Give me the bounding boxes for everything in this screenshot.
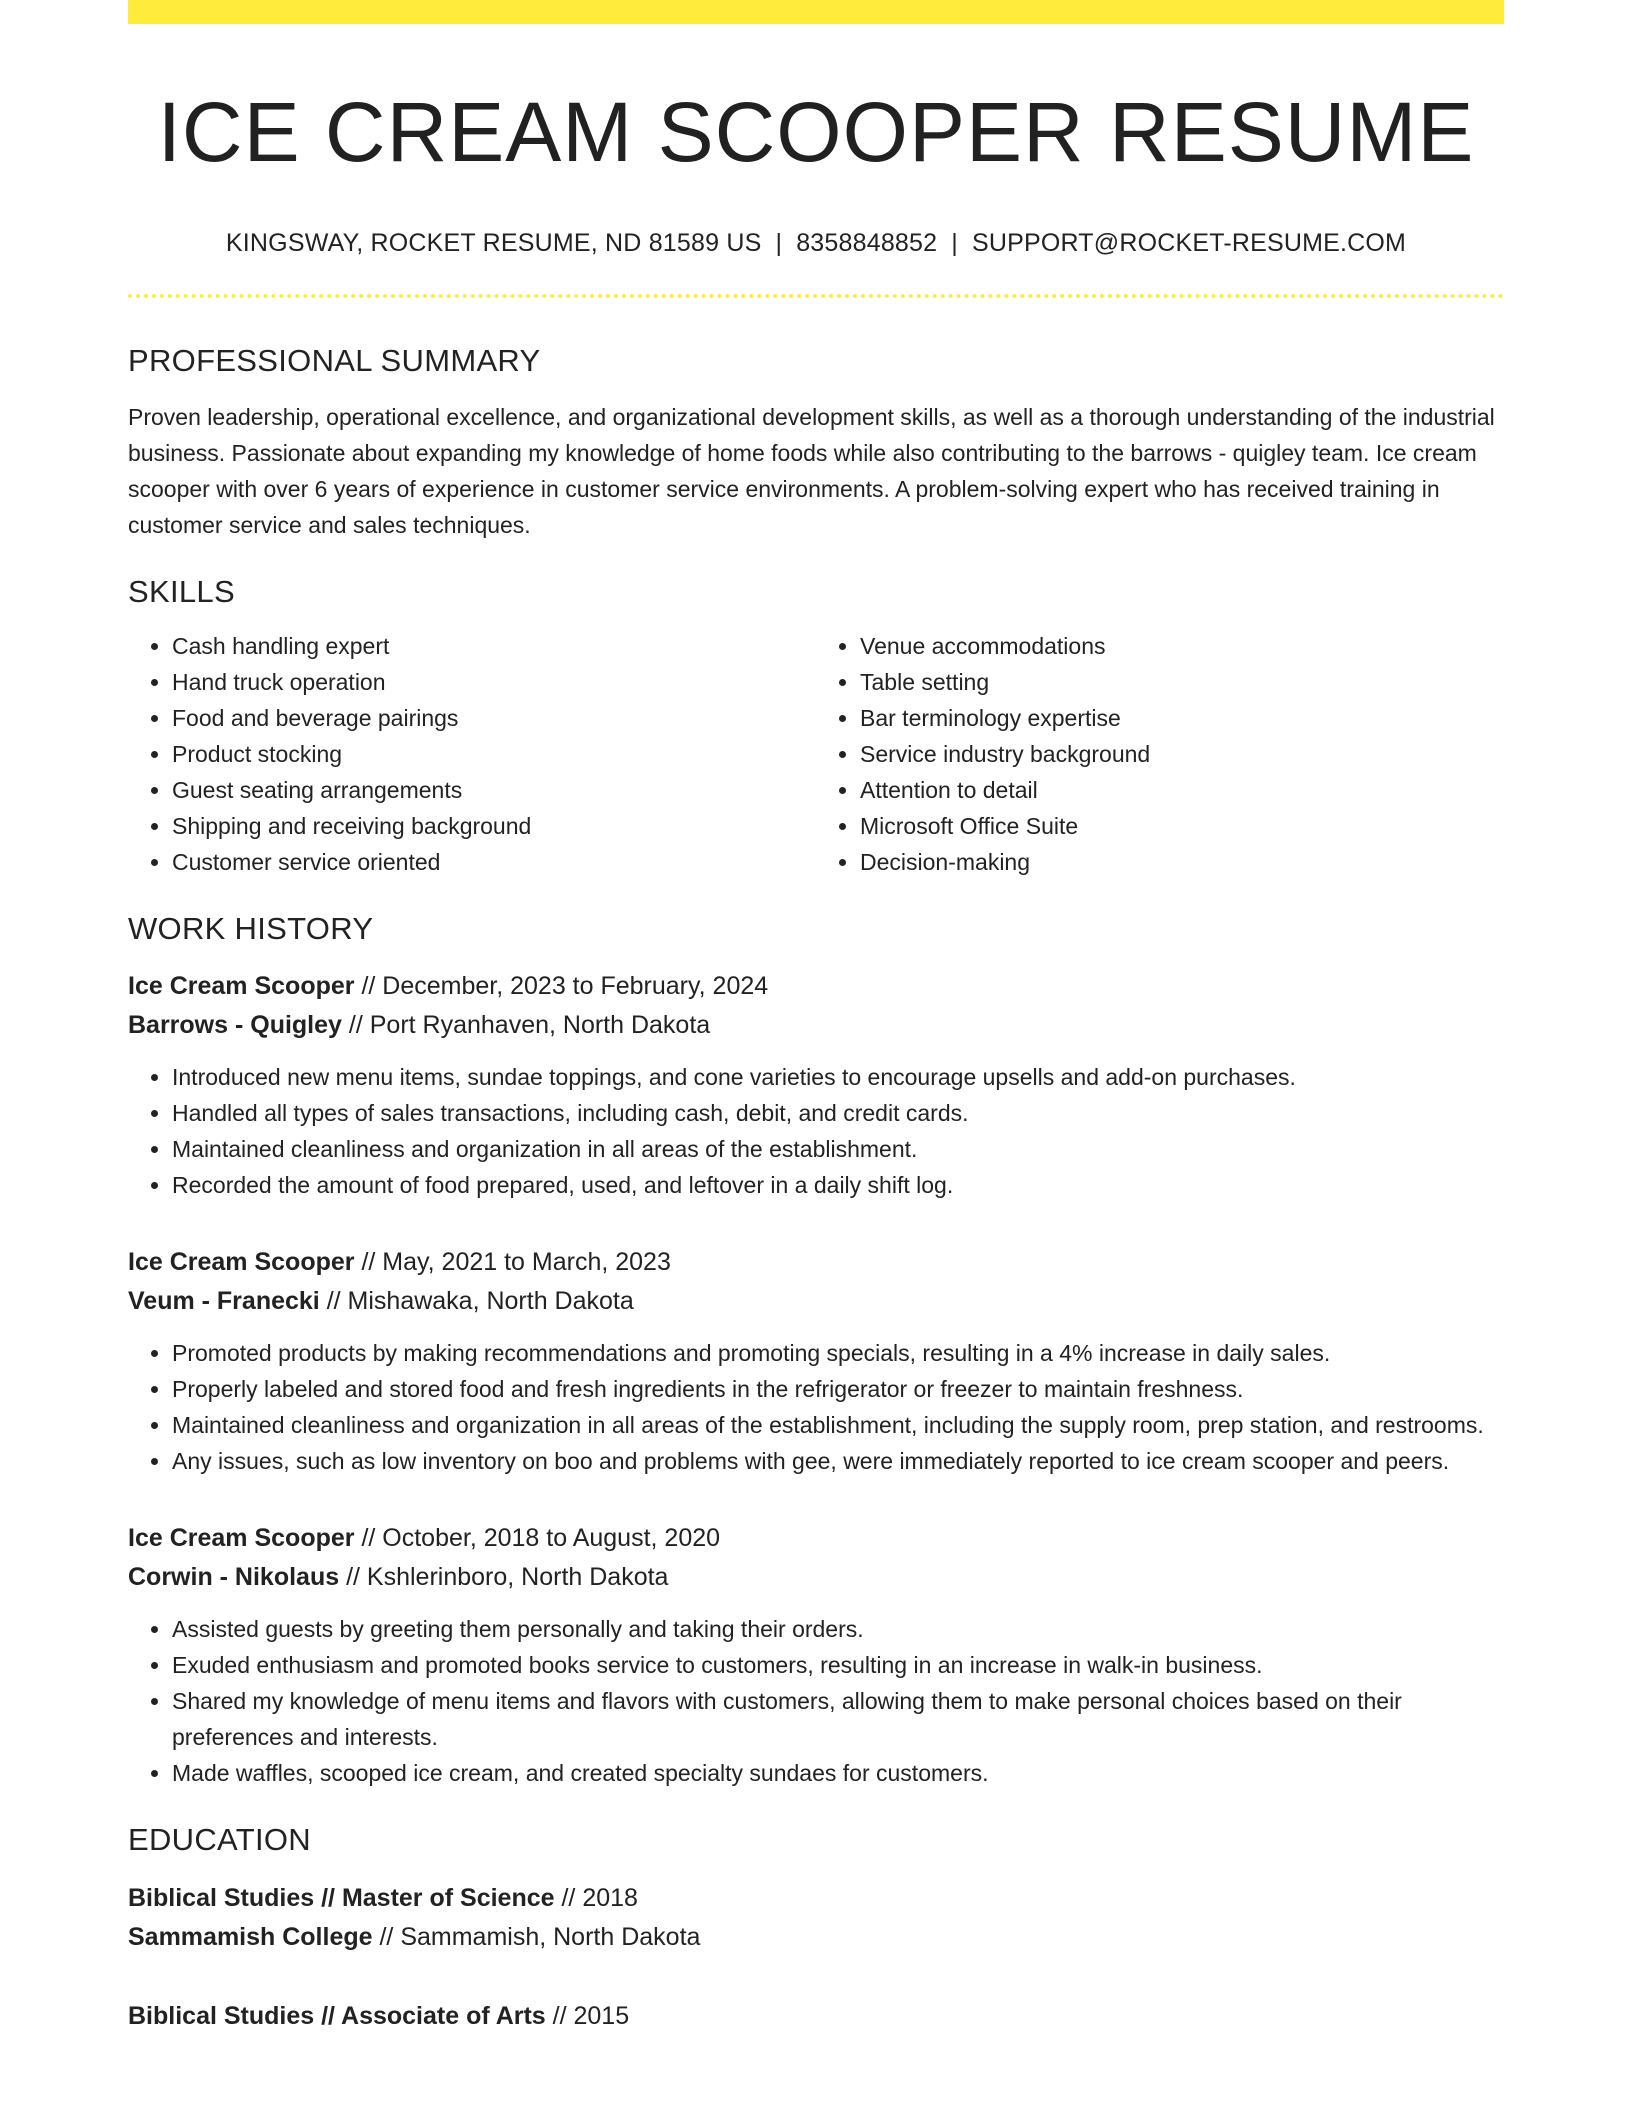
job-duty: • Handled all types of sales transactions, including cash, debit, and credit cards.: [172, 1095, 1504, 1131]
summary-heading: PROFESSIONAL SUMMARY: [128, 342, 541, 378]
job-company: Corwin - Nikolaus: [128, 1563, 340, 1592]
job-location: // Port Ryanhaven, North Dakota: [341, 1011, 711, 1040]
skill-item: • Service industry background: [860, 736, 1504, 772]
skill-item: • Cash handling expert: [172, 628, 816, 664]
skill-item: • Shipping and receiving background: [172, 808, 816, 844]
job-dates: // October, 2018 to August, 2020: [354, 1524, 721, 1553]
skill-item: • Bar terminology expertise: [860, 700, 1504, 736]
education-school-line: [128, 1918, 1504, 1957]
job-duty: • Assisted guests by greeting them personally and taking their orders.: [172, 1611, 1504, 1647]
job-title: Ice Cream Scooper: [128, 1524, 355, 1553]
job-entry: [128, 967, 1504, 1203]
education-school: Sammamish College: [128, 1922, 373, 1951]
job-dates: // December, 2023 to February, 2024: [354, 972, 769, 1001]
job-duties: [128, 1611, 1504, 1791]
skill-item: • Attention to detail: [860, 772, 1504, 808]
skill-item: • Customer service oriented: [172, 844, 816, 880]
job-duty: • Any issues, such as low inventory on boo and problems with gee, were immediately reported to ice cream scooper and peers.: [172, 1443, 1504, 1479]
summary-text: Proven leadership, operational excellence, and organizational development skills, as well as a thorough understanding of the industrial business. Passionate about expanding my knowledge of home foods while also contributing to the barrows - quigley team. Ice cream scooper with over 6 years of experience in customer service environments. A problem-solving expert who has received training in customer service and sales techniques.: [128, 403, 1495, 538]
skill-item: • Guest seating arrangements: [172, 772, 816, 808]
education-entry: [128, 1879, 1504, 1957]
education-heading: EDUCATION: [128, 1822, 311, 1858]
education-degree-line: [128, 1997, 1504, 2036]
job-title-line: [128, 1243, 1504, 1282]
skill-item: • Hand truck operation: [172, 664, 816, 700]
education-degree: Biblical Studies // Master of Science: [128, 1883, 555, 1912]
job-entry: [128, 1243, 1504, 1479]
page-title: ICE CREAM SCOOPER RESUME: [157, 85, 1475, 179]
job-dates: // May, 2021 to March, 2023: [354, 1248, 671, 1277]
education-year: // 2018: [554, 1883, 638, 1912]
skill-item: • Food and beverage pairings: [172, 700, 816, 736]
education-degree: Biblical Studies // Associate of Arts: [128, 2001, 546, 2030]
job-duty: • Maintained cleanliness and organization in all areas of the establishment, including the supply room, prep station, and restrooms.: [172, 1407, 1504, 1443]
job-title-line: [128, 967, 1504, 1006]
job-duty: • Promoted products by making recommendations and promoting specials, resulting in a 4% increase in daily sales.: [172, 1335, 1504, 1371]
skill-item: • Decision-making: [860, 844, 1504, 880]
skills-heading: SKILLS: [128, 573, 235, 609]
job-duty: • Properly labeled and stored food and fresh ingredients in the refrigerator or freezer to maintain freshness.: [172, 1371, 1504, 1407]
contact-phone: 8358848852: [796, 228, 938, 257]
job-duty: • Exuded enthusiasm and promoted books service to customers, resulting in an increase in walk-in business.: [172, 1647, 1504, 1683]
education-year: // 2015: [545, 2001, 630, 2030]
resume-page: [128, 0, 1504, 2036]
work-history-heading: WORK HISTORY: [128, 911, 374, 947]
job-company: Barrows - Quigley: [128, 1011, 342, 1040]
contact-email: SUPPORT@ROCKET-RESUME.COM: [971, 228, 1407, 257]
job-company-line: [128, 1282, 1504, 1321]
education-degree-line: [128, 1879, 1504, 1918]
education-entry: [128, 1997, 1504, 2036]
education-location: // Sammamish, North Dakota: [372, 1922, 701, 1951]
job-entry: [128, 1519, 1504, 1791]
job-title-line: [128, 1519, 1504, 1558]
contact-separator: |: [775, 228, 783, 257]
contact-separator: |: [951, 228, 958, 257]
skill-item: • Product stocking: [172, 736, 816, 772]
job-duties: [128, 1059, 1504, 1203]
job-duty: • Maintained cleanliness and organization in all areas of the establishment.: [172, 1131, 1504, 1167]
skills-list: [128, 628, 1504, 880]
job-location: // Kshlerinboro, North Dakota: [339, 1563, 669, 1592]
job-title: Ice Cream Scooper: [128, 1248, 355, 1277]
job-company-line: [128, 1558, 1504, 1597]
job-duties: [128, 1335, 1504, 1479]
job-company: Veum - Franecki: [128, 1287, 320, 1316]
job-title: Ice Cream Scooper: [128, 972, 355, 1001]
job-duty: • Introduced new menu items, sundae toppings, and cone varieties to encourage upsells and add-on purchases.: [172, 1059, 1504, 1095]
skill-item: • Microsoft Office Suite: [860, 808, 1504, 844]
skill-item: • Venue accommodations: [860, 628, 1504, 664]
job-duty: • Recorded the amount of food prepared, used, and leftover in a daily shift log.: [172, 1167, 1504, 1203]
skills-column-left: [128, 628, 816, 880]
job-location: // Mishawaka, North Dakota: [319, 1287, 634, 1316]
dotted-divider: [128, 294, 1504, 298]
skills-column-right: [816, 628, 1504, 880]
job-duty: • Shared my knowledge of menu items and flavors with customers, allowing them to make personal choices based on their preferences and interests.: [172, 1683, 1504, 1755]
contact-line: [128, 229, 1504, 258]
skill-item: • Table setting: [860, 664, 1504, 700]
contact-address: KINGSWAY, ROCKET RESUME, ND 81589 US: [225, 228, 762, 257]
accent-bar: [128, 0, 1504, 24]
job-company-line: [128, 1006, 1504, 1045]
job-duty: • Made waffles, scooped ice cream, and created specialty sundaes for customers.: [172, 1755, 1504, 1791]
